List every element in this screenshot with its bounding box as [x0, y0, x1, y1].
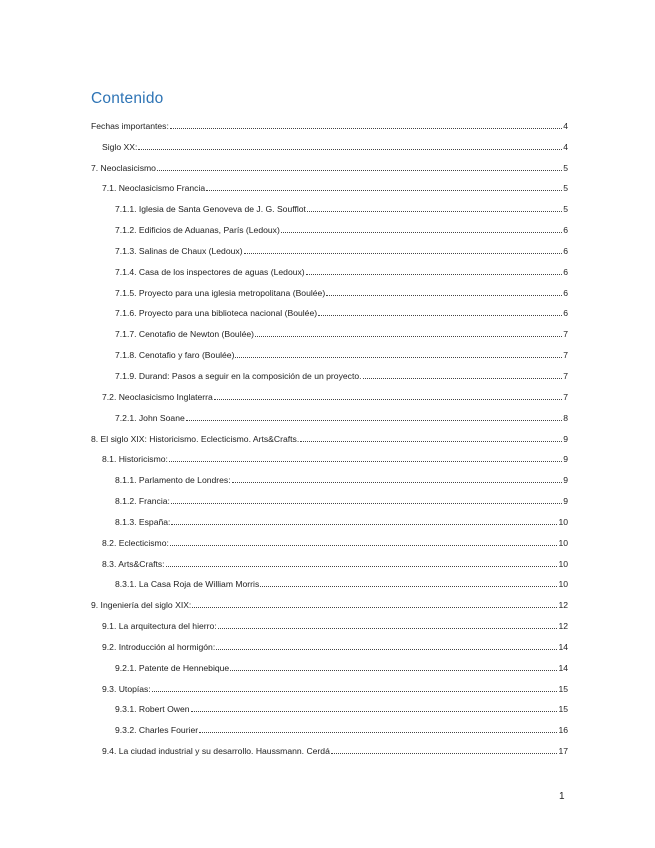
toc-entry-label: 7.2. Neoclasicismo Inglaterra	[102, 391, 213, 402]
toc-entry-label: 7.1.1. Iglesia de Santa Genoveva de J. G. Soufflot	[115, 204, 306, 215]
toc-entry-label: 9.2.1. Patente de Hennebique	[115, 662, 230, 673]
toc-entry[interactable]	[91, 193, 568, 214]
toc-entry-label: 9.3.1. Robert Owen	[115, 704, 190, 715]
toc-entry-label: 8.1.3. España:	[115, 516, 171, 527]
dot-leader	[281, 232, 562, 233]
toc-entry[interactable]	[91, 652, 568, 673]
dot-leader	[152, 691, 558, 692]
toc-entry-page: 17	[558, 746, 568, 757]
toc-entry[interactable]	[91, 277, 568, 298]
toc-entry-page: 10	[558, 579, 568, 590]
toc-entry[interactable]	[91, 110, 568, 131]
toc-entry-label: 8.1. Historicismo:	[102, 454, 168, 465]
toc-title: Contenido	[91, 90, 164, 107]
toc-entry[interactable]	[91, 339, 568, 360]
toc-entry-page: 15	[558, 683, 568, 694]
dot-leader	[166, 566, 558, 567]
toc-entry-page: 14	[558, 641, 568, 652]
toc-entry-label: 7.1.5. Proyecto para una iglesia metropolitana (Boulée)	[115, 287, 326, 298]
toc-entry-page: 6	[563, 225, 568, 236]
dot-leader	[206, 190, 562, 191]
toc-entry-label: 8.3. Arts&Crafts:	[102, 558, 165, 569]
toc-entry-label: 7.1.3. Salinas de Chaux (Ledoux)	[115, 245, 243, 256]
toc-entry-page: 9	[563, 496, 568, 507]
toc-entry-label: 8.1.2. Francia:	[115, 496, 170, 507]
toc-entry[interactable]	[91, 631, 568, 652]
toc-entry[interactable]	[91, 298, 568, 319]
toc-entry[interactable]	[91, 173, 568, 194]
toc-entry-label: Fechas importantes:	[91, 120, 169, 131]
toc-entry-label: 9.4. La ciudad industrial y su desarrollo. Haussmann. Cerdá	[102, 746, 330, 757]
dot-leader	[318, 315, 562, 316]
toc-entry[interactable]	[91, 506, 568, 527]
dot-leader	[255, 336, 562, 337]
dot-leader	[214, 399, 562, 400]
toc-entry[interactable]	[91, 464, 568, 485]
toc-entry-page: 5	[563, 204, 568, 215]
toc-entry-page: 6	[563, 308, 568, 319]
toc-entry[interactable]	[91, 735, 568, 756]
toc-entry-label: 8.3.1. La Casa Roja de William Morris	[115, 579, 260, 590]
toc-entry-page: 6	[563, 266, 568, 277]
table-of-contents	[91, 110, 568, 756]
toc-entry-label: 8.1.1. Parlamento de Londres:	[115, 475, 231, 486]
toc-entry-label: 7. Neoclasicismo	[91, 162, 156, 173]
dot-leader	[218, 628, 558, 629]
toc-entry-page: 5	[563, 162, 568, 173]
toc-entry-page: 16	[558, 725, 568, 736]
toc-entry-page: 5	[563, 183, 568, 194]
toc-entry[interactable]	[91, 569, 568, 590]
dot-leader	[331, 753, 558, 754]
toc-entry-page: 10	[558, 516, 568, 527]
toc-entry[interactable]	[91, 402, 568, 423]
toc-entry[interactable]	[91, 714, 568, 735]
dot-leader	[235, 357, 562, 358]
toc-entry-label: 8.2. Eclecticismo:	[102, 537, 169, 548]
dot-leader	[326, 295, 562, 296]
toc-entry[interactable]	[91, 381, 568, 402]
toc-entry[interactable]	[91, 589, 568, 610]
toc-entry-page: 4	[563, 120, 568, 131]
toc-entry-label: 8. El siglo XIX: Historicismo. Eclecticismo. Arts&Crafts.	[91, 433, 300, 444]
dot-leader	[171, 503, 562, 504]
toc-entry-page: 14	[558, 662, 568, 673]
toc-entry-page: 7	[563, 370, 568, 381]
toc-entry-label: 7.1. Neoclasicismo Francia	[102, 183, 206, 194]
dot-leader	[199, 732, 557, 733]
toc-entry-label: 9.3. Utopías:	[102, 683, 151, 694]
dot-leader	[138, 149, 562, 150]
toc-entry[interactable]	[91, 256, 568, 277]
toc-entry[interactable]	[91, 360, 568, 381]
toc-entry-page: 8	[563, 412, 568, 423]
toc-entry-page: 9	[563, 433, 568, 444]
toc-entry-label: 9.1. La arquitectura del hierro:	[102, 621, 217, 632]
toc-entry-page: 15	[558, 704, 568, 715]
toc-entry-page: 4	[563, 141, 568, 152]
toc-entry[interactable]	[91, 485, 568, 506]
dot-leader	[157, 170, 562, 171]
dot-leader	[307, 211, 562, 212]
dot-leader	[186, 420, 562, 421]
dot-leader	[169, 461, 562, 462]
dot-leader	[260, 586, 557, 587]
toc-entry-label: 7.1.2. Edificios de Aduanas, París (Ledoux)	[115, 225, 280, 236]
toc-entry-page: 6	[563, 245, 568, 256]
toc-entry-label: 9.3.2. Charles Fourier	[115, 725, 199, 736]
toc-entry-label: 7.1.4. Casa de los inspectores de aguas (Ledoux)	[115, 266, 305, 277]
toc-entry-page: 7	[563, 350, 568, 361]
page-number: 1	[559, 791, 565, 802]
dot-leader	[300, 441, 562, 442]
toc-entry-page: 6	[563, 287, 568, 298]
toc-entry[interactable]	[91, 548, 568, 569]
toc-entry-page: 10	[558, 537, 568, 548]
toc-entry[interactable]	[91, 131, 568, 152]
toc-entry[interactable]	[91, 673, 568, 694]
toc-entry-page: 7	[563, 391, 568, 402]
toc-entry[interactable]	[91, 694, 568, 715]
dot-leader	[363, 378, 563, 379]
toc-entry-page: 9	[563, 475, 568, 486]
toc-entry[interactable]	[91, 214, 568, 235]
dot-leader	[171, 524, 557, 525]
toc-entry-page: 12	[558, 600, 568, 611]
dot-leader	[170, 128, 562, 129]
toc-entry[interactable]	[91, 318, 568, 339]
dot-leader	[191, 711, 558, 712]
toc-entry[interactable]	[91, 527, 568, 548]
dot-leader	[192, 607, 557, 608]
toc-entry[interactable]	[91, 235, 568, 256]
dot-leader	[306, 274, 563, 275]
toc-entry[interactable]	[91, 152, 568, 173]
toc-entry-label: 7.2.1. John Soane	[115, 412, 185, 423]
dot-leader	[230, 670, 557, 671]
toc-entry[interactable]	[91, 423, 568, 444]
toc-entry-label: 7.1.7. Cenotafio de Newton (Boulée)	[115, 329, 255, 340]
toc-entry-label: Siglo XX:	[102, 141, 138, 152]
toc-entry-page: 10	[558, 558, 568, 569]
toc-entry[interactable]	[91, 444, 568, 465]
dot-leader	[170, 545, 558, 546]
toc-entry-page: 7	[563, 329, 568, 340]
toc-entry-label: 9.2. Introducción al hormigón:	[102, 641, 216, 652]
toc-entry-label: 9. Ingeniería del siglo XIX:	[91, 600, 192, 611]
dot-leader	[216, 649, 557, 650]
toc-entry-label: 7.1.6. Proyecto para una biblioteca nacional (Boulée)	[115, 308, 318, 319]
toc-entry-page: 12	[558, 621, 568, 632]
toc-entry-label: 7.1.8. Cenotafio y faro (Boulée)	[115, 350, 235, 361]
dot-leader	[232, 482, 563, 483]
toc-entry[interactable]	[91, 610, 568, 631]
toc-entry-page: 9	[563, 454, 568, 465]
toc-entry-label: 7.1.9. Durand: Pasos a seguir en la composición de un proyecto.	[115, 370, 362, 381]
dot-leader	[244, 253, 563, 254]
